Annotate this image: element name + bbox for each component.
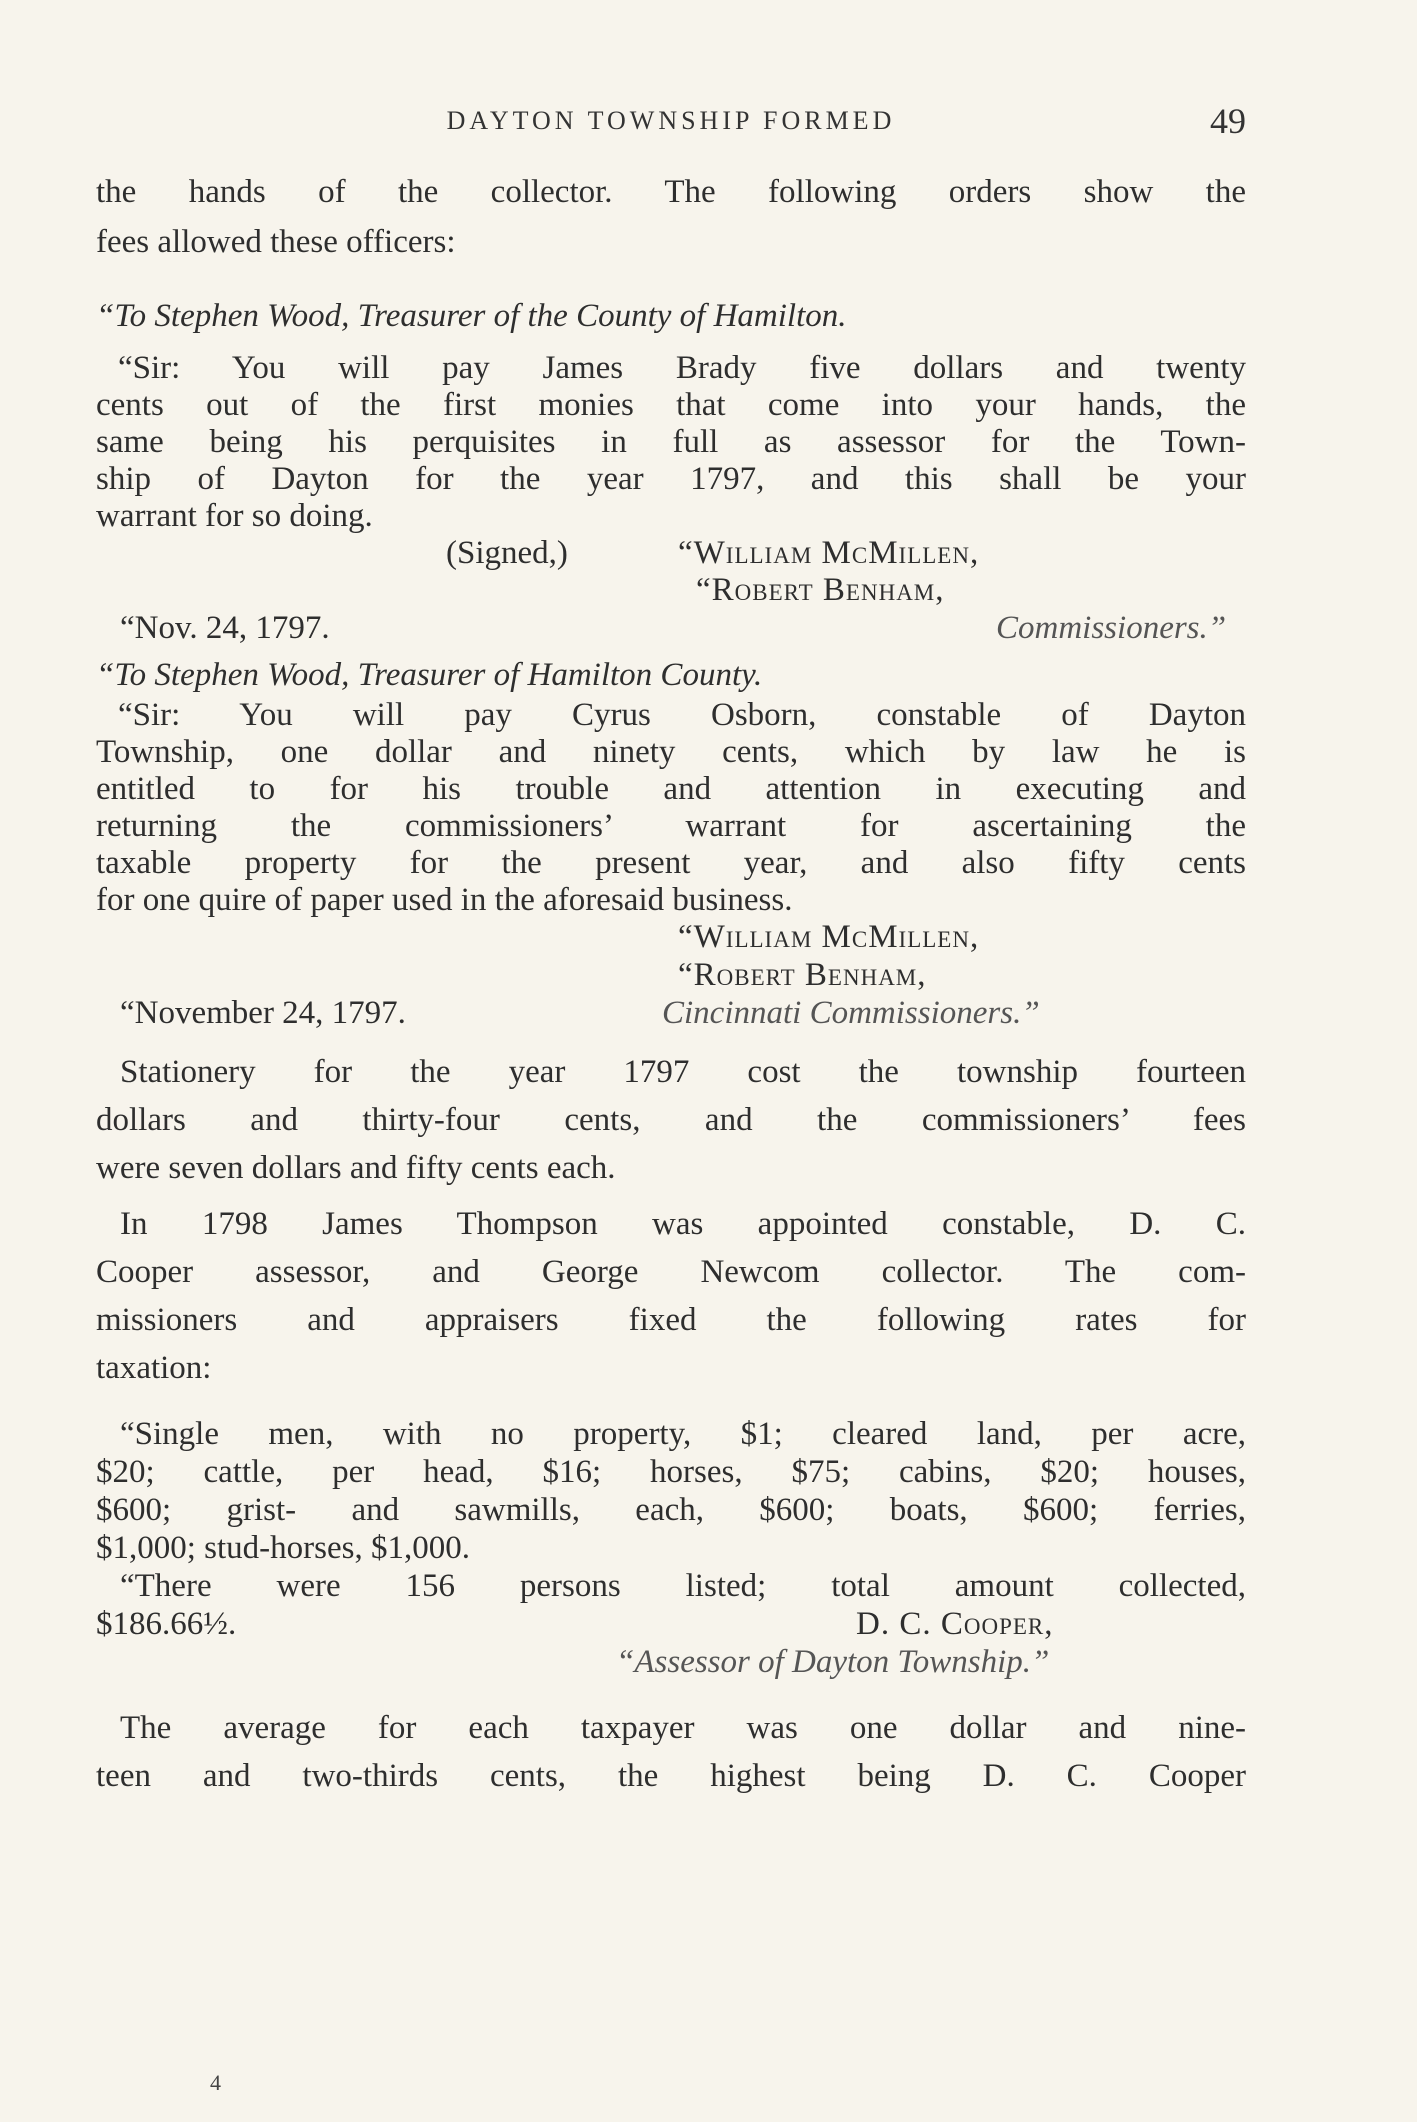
paragraph-2-line: dollars and thirty-four cents, and the commissioners’ fees <box>96 1102 1246 1138</box>
order-2-line: returning the commissioners’ warrant for ascertaining the <box>96 808 1246 844</box>
rates-line: $20; cattle, per head, $16; horses, $75; cabins, $20; houses, <box>96 1454 1246 1490</box>
paragraph-3-line: Cooper assessor, and George Newcom collector. The com- <box>96 1254 1246 1290</box>
order-1-line: same being his perquisites in full as assessor for the Town- <box>96 424 1246 460</box>
order-2-address: “To Stephen Wood, Treasurer of Hamilton County. <box>96 657 763 693</box>
order-1-line: warrant for so doing. <box>96 498 373 534</box>
rates-line: $600; grist- and sawmills, each, $600; boats, $600; ferries, <box>96 1492 1246 1528</box>
order-1-date: “Nov. 24, 1797. <box>120 610 330 646</box>
order-2-signer-1: “William McMillen, <box>678 919 980 955</box>
order-1-address: “To Stephen Wood, Treasurer of the County of Hamilton. <box>96 298 847 334</box>
paragraph-1-line: the hands of the collector. The following orders show the <box>96 174 1246 210</box>
collection-signer: D. C. Cooper, <box>856 1606 1054 1642</box>
order-2-date: “November 24, 1797. <box>120 995 406 1031</box>
paragraph-2-line: Stationery for the year 1797 cost the township fourteen <box>120 1054 1246 1090</box>
page-header <box>96 100 1246 150</box>
paragraph-3-line: In 1798 James Thompson was appointed constable, D. C. <box>120 1206 1246 1242</box>
order-1-line: “Sir: You will pay James Brady five dollars and twenty <box>118 350 1246 386</box>
order-2-title: Cincinnati Commissioners.” <box>662 995 1040 1031</box>
order-1-signer-1: “William McMillen, <box>678 535 980 571</box>
collection-line: “There were 156 persons listed; total amount collected, <box>120 1568 1246 1604</box>
order-2-line: Township, one dollar and ninety cents, which by law he is <box>96 734 1246 770</box>
paragraph-1-line: fees allowed these officers: <box>96 224 456 260</box>
collection-amount: $186.66½. <box>96 1606 237 1642</box>
paragraph-3-line: missioners and appraisers fixed the following rates for <box>96 1302 1246 1338</box>
order-1-signer-2: “Robert Benham, <box>696 572 945 608</box>
paragraph-4-line: The average for each taxpayer was one dollar and nine- <box>120 1710 1246 1746</box>
order-1-line: ship of Dayton for the year 1797, and this shall be your <box>96 461 1246 497</box>
paragraph-4-line: teen and two-thirds cents, the highest being D. C. Cooper <box>96 1758 1246 1794</box>
order-2-line: “Sir: You will pay Cyrus Osborn, constable of Dayton <box>118 697 1246 733</box>
rates-line: $1,000; stud-horses, $1,000. <box>96 1530 470 1566</box>
order-1-line: cents out of the first monies that come into your hands, the <box>96 387 1246 423</box>
order-2-line: entitled to for his trouble and attention in executing and <box>96 771 1246 807</box>
page-number: 49 <box>1210 101 1246 141</box>
running-head: DAYTON TOWNSHIP FORMED <box>446 106 896 135</box>
rates-line: “Single men, with no property, $1; cleared land, per acre, <box>120 1416 1246 1452</box>
order-1-title: Commissioners.” <box>996 610 1227 646</box>
signature-mark: 4 <box>210 2070 221 2095</box>
order-2-line: taxable property for the present year, and also fifty cents <box>96 845 1246 881</box>
paragraph-2-line: were seven dollars and fifty cents each. <box>96 1150 616 1186</box>
order-2-signer-2: “Robert Benham, <box>678 957 927 993</box>
paragraph-3-line: taxation: <box>96 1350 212 1386</box>
order-1-signed: (Signed,) <box>446 535 568 571</box>
order-2-line: for one quire of paper used in the aforesaid business. <box>96 882 793 918</box>
collection-title: “Assessor of Dayton Township.” <box>616 1644 1050 1680</box>
